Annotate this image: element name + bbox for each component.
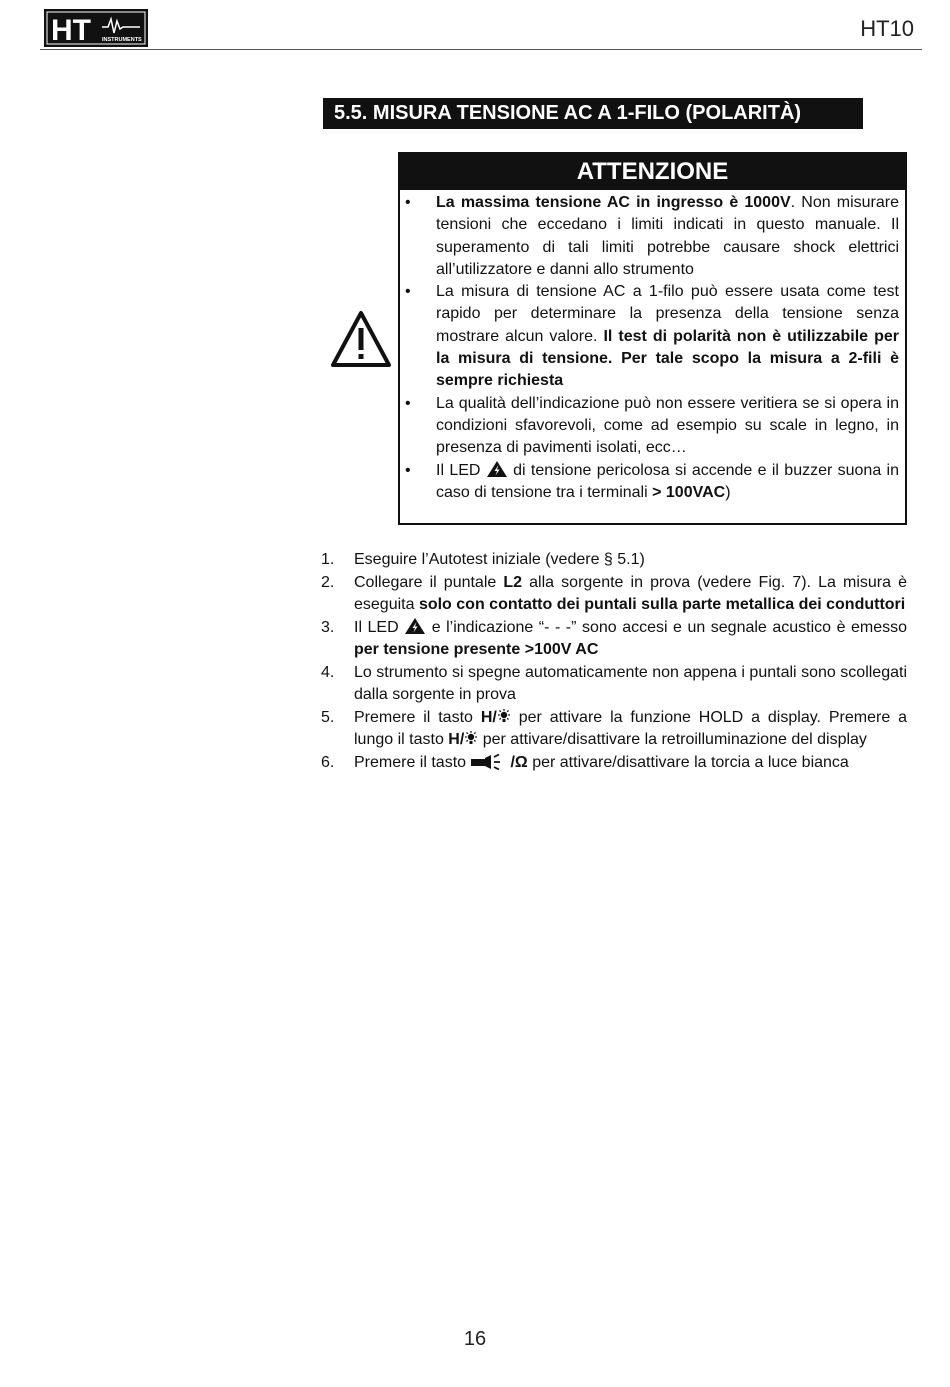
warning-item: • Il LED di tensione pericolosa si accende e il buzzer suona in caso di tensione tra i terminali > 100VAC) <box>400 460 899 505</box>
warning-box <box>398 152 907 525</box>
logo-subtext: INSTRUMENTS <box>102 37 142 43</box>
warning-item: • La massima tensione AC in ingresso è 1000V. Non misurare tensioni che eccedano i limiti indicati in questo manuale. Il superamento di tali limiti potrebbe causare shock elettrici all’utilizzatore e danni allo strumento <box>400 192 899 281</box>
procedure-steps <box>321 549 907 774</box>
step-item: 4. Lo strumento si spegne automaticamente non appena i puntali sono scollegati dalla sorgente in prova <box>321 663 907 703</box>
header-rule <box>40 49 922 50</box>
backlight-bulb-icon <box>497 709 511 725</box>
step-item: 2. Collegare il puntale L2 alla sorgente in prova (vedere Fig. 7). La misura è eseguita solo con contatto dei puntali sulla parte metallica dei conduttori <box>321 573 907 613</box>
warning-triangle-icon <box>330 310 392 368</box>
warning-heading: ATTENZIONE <box>400 154 905 190</box>
step-item: 1. Eseguire l’Autotest iniziale (vedere § 5.1) <box>321 549 907 572</box>
warning-list <box>400 190 905 504</box>
step-number: 1. <box>321 551 335 568</box>
ht-instruments-logo <box>44 9 148 47</box>
step-number: 3. <box>321 618 335 636</box>
step-number: 2. <box>321 573 335 591</box>
logo-text: HT <box>51 14 91 47</box>
page-number: 16 <box>463 1328 487 1350</box>
step-item: 6. Premere il tasto /Ω per attivare/disattivare la torcia a luce bianca <box>321 752 907 775</box>
step-number: 6. <box>321 753 335 771</box>
section-title: 5.5. MISURA TENSIONE AC A 1-FILO (POLARITÀ) <box>323 98 863 129</box>
warning-item: • La misura di tensione AC a 1-filo può essere usata come test rapido per determinare la presenza della tensione senza mostrare alcun valore. Il test di polarità non è utilizzabile per la misura di tensione. Per tale scopo la misura a 2-fili è sempre richiesta <box>400 281 899 392</box>
torch-icon <box>470 754 510 770</box>
step-number: 4. <box>321 663 335 681</box>
hazard-led-icon <box>404 617 426 635</box>
model-name: HT10 <box>860 16 914 41</box>
step-item: 3. Il LED e l’indicazione “- - -” sono accesi e un segnale acustico è emesso per tensione presente >100V AC <box>321 618 908 658</box>
backlight-bulb-icon <box>464 731 478 747</box>
hazard-led-icon <box>486 460 508 478</box>
warning-item: • La qualità dell’indicazione può non essere veritiera se si opera in condizioni sfavorevoli, come ad esempio su scale in legno, in presenza di pavimenti isolati, ecc… <box>400 393 899 460</box>
step-item: 5. Premere il tasto H/ per attivare la funzione HOLD a display. Premere a lungo il tasto H/ per attivare/disattivare la retroilluminazione del display <box>321 708 907 748</box>
step-number: 5. <box>321 708 335 726</box>
